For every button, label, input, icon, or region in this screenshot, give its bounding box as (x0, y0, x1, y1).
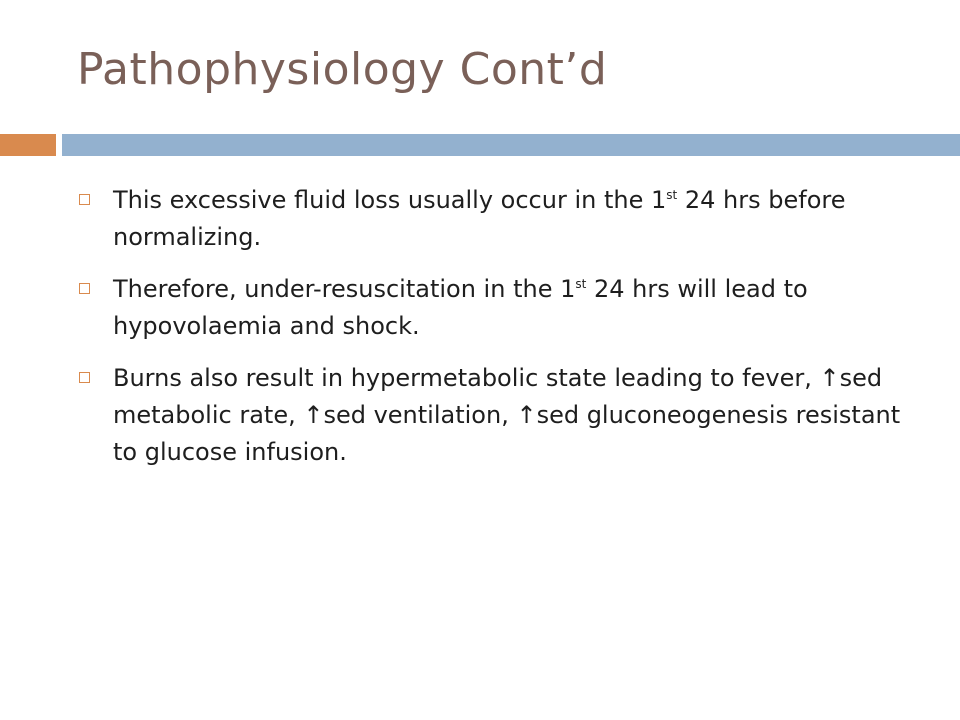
bullet-text: Burns also result in hypermetabolic state leading to fever, ↑sed metabolic rate, ↑sed ventilation, ↑sed gluconeogenesis resistant to glucose infusion. (113, 364, 901, 466)
bullet-item (77, 360, 927, 471)
superscript-ordinal: st (666, 188, 678, 202)
bullet-item (77, 182, 927, 256)
bullet-text-part: 24 hrs will lead to hypovolaemia and shock. (113, 275, 808, 340)
bullet-text-part: 24 hrs before normalizing. (113, 186, 846, 251)
square-bullet-icon (79, 283, 90, 294)
square-bullet-icon (79, 194, 90, 205)
bullet-text-part: This excessive fluid loss usually occur in the 1 (113, 186, 667, 214)
bullet-item (77, 271, 927, 345)
slide-title: Pathophysiology Cont’d (77, 44, 608, 95)
bullet-text-part: Therefore, under-resuscitation in the 1 (113, 275, 576, 303)
square-bullet-icon (79, 372, 90, 383)
title-divider-bar (62, 134, 960, 156)
title-divider-accent (0, 134, 56, 156)
superscript-ordinal: st (575, 277, 587, 291)
bullet-list (77, 182, 927, 486)
